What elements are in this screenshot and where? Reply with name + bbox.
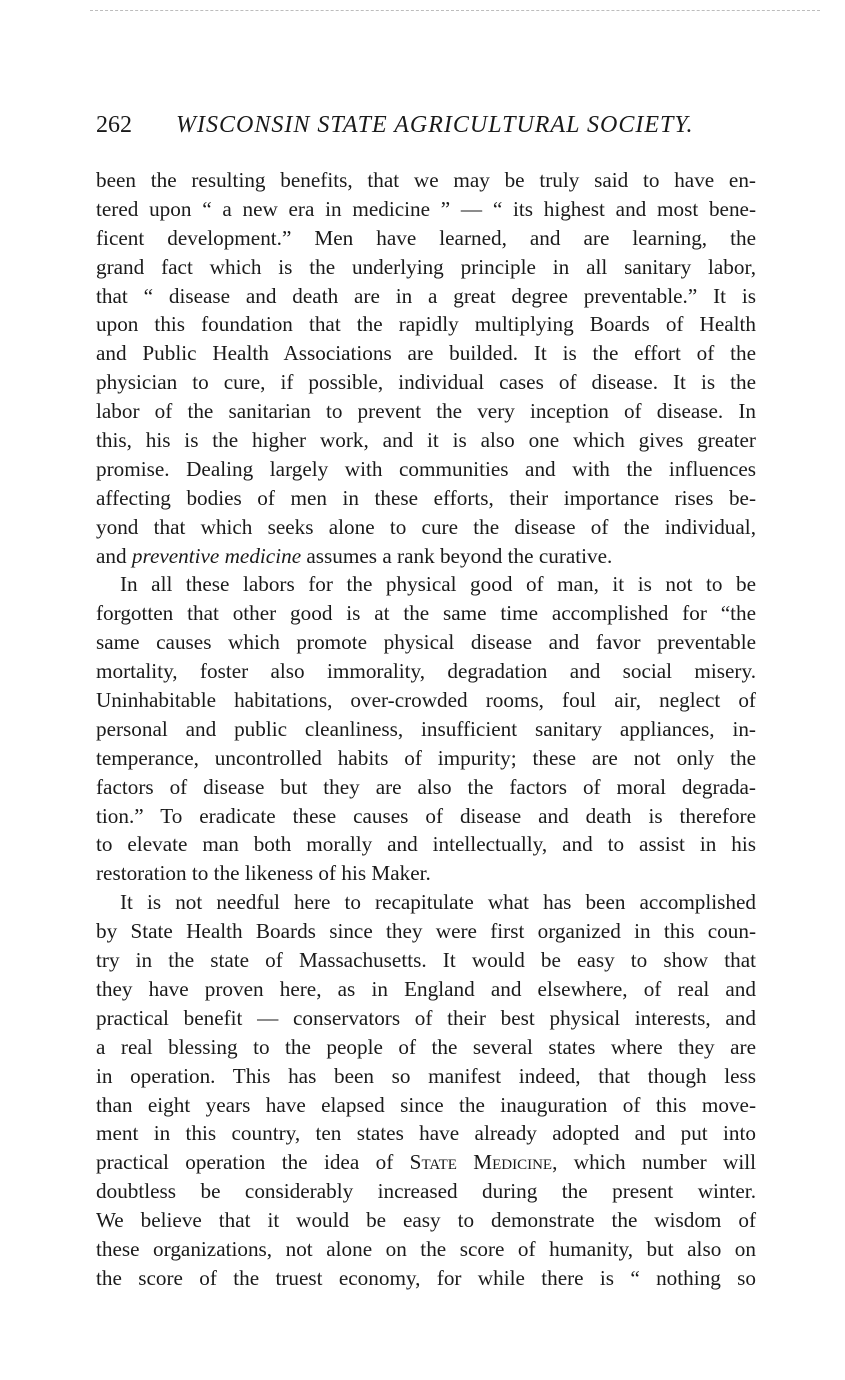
text-line: been the resulting benefits, that we may be truly said to have en- — [96, 168, 756, 192]
text-span: assumes a rank beyond the curative. — [301, 543, 613, 568]
text-line: mortality, foster also immorality, degradation and social misery. — [96, 659, 756, 684]
text-line: ficent development.” Men have learned, and are learning, the — [96, 225, 756, 250]
text-line: by State Health Boards since they were first organized in this coun- — [96, 919, 756, 944]
text-line: they have proven here, as in England and elsewhere, of real and — [96, 976, 756, 1001]
text-line: and Public Health Associations are builded. It is the effort of the — [96, 341, 756, 366]
text-line: personal and public cleanliness, insufficient sanitary appliances, in- — [96, 716, 756, 741]
text-line: in operation. This has been so manifest indeed, that though less — [96, 1063, 756, 1088]
text-line: grand fact which is the underlying principle in all sanitary labor, — [96, 254, 756, 279]
paragraph-first-line: In all these labors for the physical good of man, it is not to be — [120, 572, 756, 597]
text-span: practical operation the idea of — [96, 1150, 410, 1175]
text-line: upon this foundation that the rapidly multiplying Boards of Health — [96, 312, 756, 337]
text-line: same causes which promote physical disease and favor preventable — [96, 630, 756, 655]
text-line: factors of disease but they are also the factors of moral degrada- — [96, 774, 756, 799]
text-line: physician to cure, if possible, individual cases of disease. It is the — [96, 370, 756, 395]
italic-phrase: preventive medicine — [131, 543, 302, 568]
text-line: tered upon “ a new era in medicine ” — “ its highest and most bene- — [96, 196, 756, 221]
text-line: forgotten that other good is at the same time accomplished for “the — [96, 601, 756, 626]
text-line: to elevate man both morally and intellectually, and to assist in his — [96, 832, 756, 857]
text-span: and — [96, 543, 132, 568]
body-text — [96, 166, 756, 1293]
text-line — [96, 1148, 756, 1177]
running-head — [96, 110, 756, 140]
text-line: promise. Dealing largely with communities and with the influences — [96, 456, 756, 481]
text-line: affecting bodies of men in these efforts, their importance rises be- — [96, 485, 756, 510]
text-line: doubtless be considerably increased during the present winter. — [96, 1179, 756, 1204]
text-line: tion.” To eradicate these causes of disease and death is therefore — [96, 803, 756, 828]
small-caps-phrase: State Medicine — [409, 1150, 553, 1175]
text-line: ment in this country, ten states have already adopted and put into — [96, 1121, 756, 1146]
text-line: labor of the sanitarian to prevent the very inception of disease. In — [96, 399, 756, 424]
text-line: these organizations, not alone on the score of humanity, but also on — [96, 1236, 756, 1261]
text-line: We believe that it would be easy to demonstrate the wisdom of — [96, 1208, 756, 1233]
text-line: a real blessing to the people of the several states where they are — [96, 1034, 756, 1059]
text-line: temperance, uncontrolled habits of impurity; these are not only the — [96, 745, 756, 770]
text-line: the score of the truest economy, for while there is “ nothing so — [96, 1265, 756, 1290]
text-line: restoration to the likeness of his Maker. — [96, 861, 431, 886]
text-line: this, his is the higher work, and it is also one which gives greater — [96, 428, 756, 453]
text-line: practical benefit — conservators of their best physical interests, and — [96, 1005, 756, 1030]
text-line: that “ disease and death are in a great degree preventable.” It is — [96, 283, 756, 308]
paragraph-first-line: It is not needful here to recapitulate what has been accomplished — [120, 890, 756, 915]
text-line: Uninhabitable habitations, over-crowded rooms, foul air, neglect of — [96, 688, 756, 713]
text-span: , which number will — [552, 1150, 756, 1175]
page-number: 262 — [96, 112, 132, 138]
running-title: WISCONSIN STATE AGRICULTURAL SOCIETY. — [176, 112, 694, 138]
text-line: yond that which seeks alone to cure the disease of the individual, — [96, 514, 756, 539]
text-line: than eight years have elapsed since the inauguration of this move- — [96, 1092, 756, 1117]
text-line — [96, 542, 756, 571]
top-rule — [90, 10, 820, 11]
text-line: try in the state of Massachusetts. It would be easy to show that — [96, 948, 756, 973]
